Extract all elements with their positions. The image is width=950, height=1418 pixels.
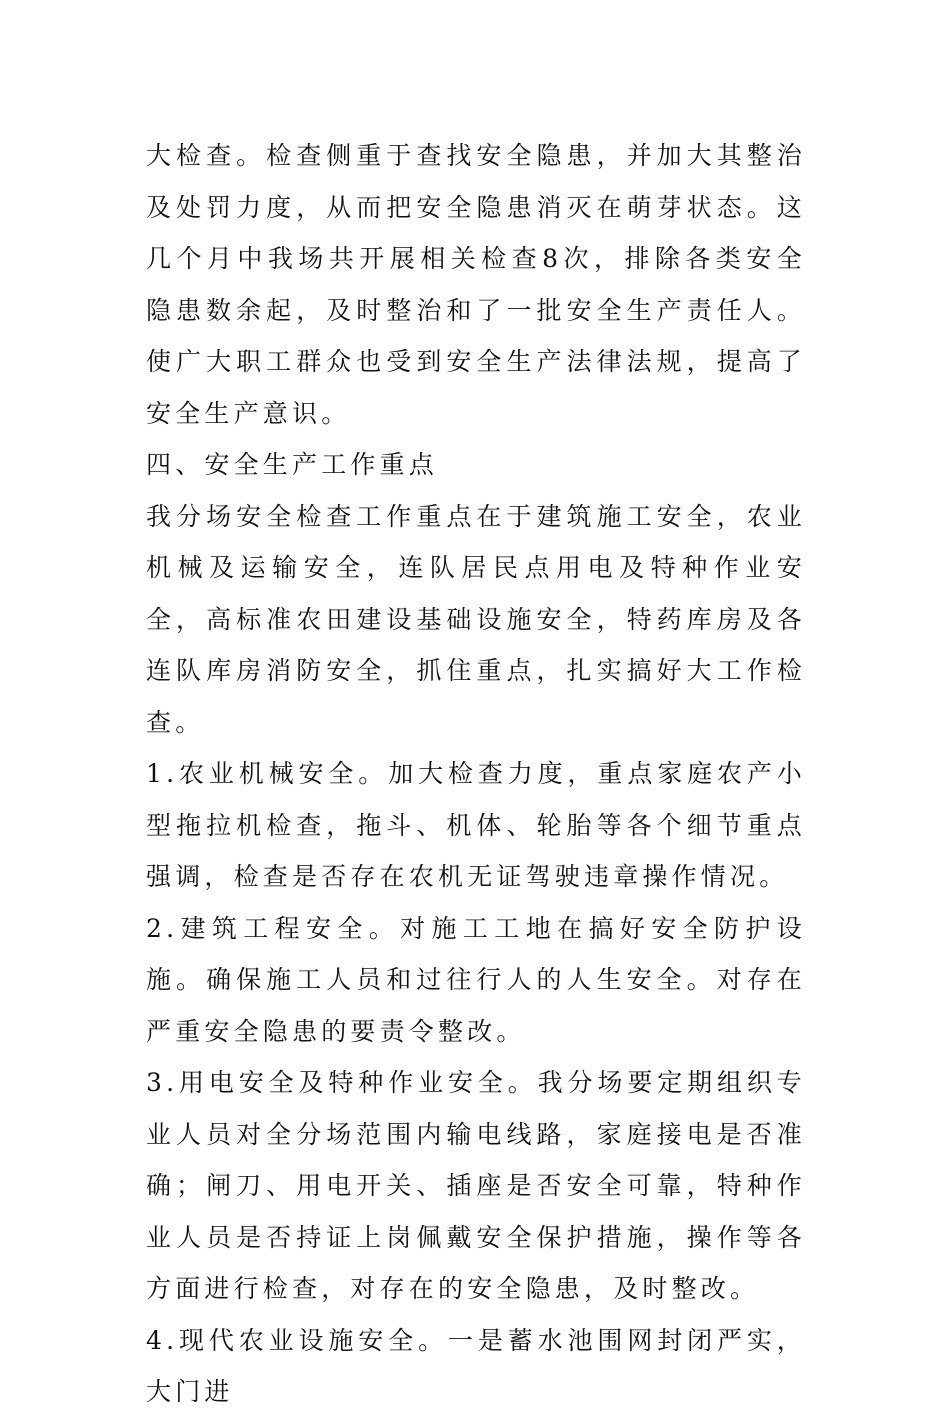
paragraph-item-electricity: 3.用电安全及特种作业安全。我分场要定期组织专业人员对全分场范围内输电线路，家庭接电是否准确；闸刀、用电开关、插座是否安全可靠，特种作业人员是否持证上岗佩戴安全保护措施，操作等各方面进行检查，对存在的安全隐患，及时整改。 (146, 1068, 806, 1303)
paragraph-key-points-intro: 我分场安全检查工作重点在于建筑施工安全，农业机械及运输安全，连队居民点用电及特种作业安全，高标准农田建设基础设施安全，特药库房及各连队库房消防安全，抓住重点，扎实搞好大工作检查。 (146, 501, 806, 737)
section-heading-key-points: 四、安全生产工作重点 (146, 450, 439, 479)
document-body (146, 130, 806, 1418)
paragraph-item-construction: 2.建筑工程安全。对施工工地在搞好安全防护设施。确保施工人员和过往行人的人生安全。对存在严重安全隐患的要责令整改。 (146, 913, 806, 1046)
paragraph-item-agricultural-machinery: 1.农业机械安全。加大检查力度，重点家庭农产小型拖拉机检查，拖斗、机体、轮胎等各个细节重点强调，检查是否存在农机无证驾驶违章操作情况。 (146, 759, 806, 891)
paragraph-inspection-summary: 大检查。检查侧重于查找安全隐患，并加大其整治及处罚力度，从而把安全隐患消灭在萌芽状态。这几个月中我场共开展相关检查8次，排除各类安全隐患数余起，及时整治和了一批安全生产责任人。使广大职工群众也受到安全生产法律法规，提高了安全生产意识。 (146, 141, 806, 428)
paragraph-item-modern-facilities: 4.现代农业设施安全。一是蓄水池围网封闭严实，大门进 (146, 1325, 806, 1406)
